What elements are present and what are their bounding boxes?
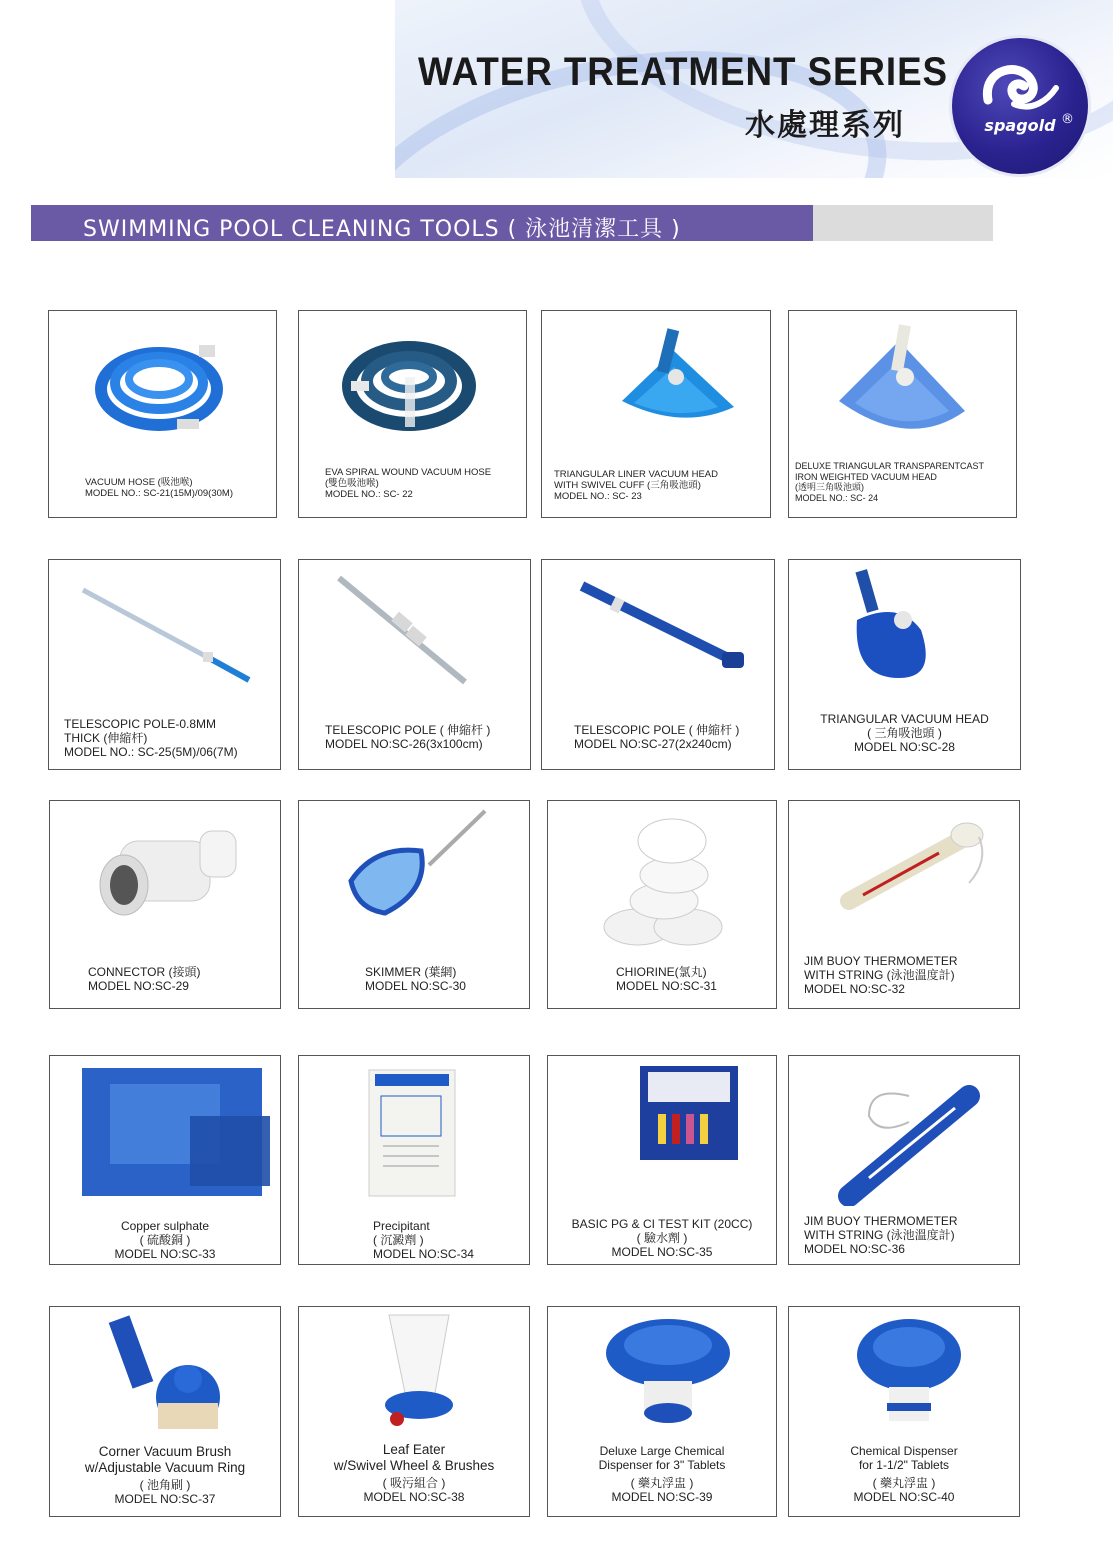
product-card-sc32[interactable]: [788, 800, 1020, 1009]
product-card-sc34[interactable]: [298, 1055, 530, 1265]
product-card-sc36[interactable]: [788, 1055, 1020, 1265]
product-name-zh: ( 藥丸浮盅 ): [872, 1476, 936, 1491]
chlorine-tablets-image: [548, 801, 778, 951]
product-name-zh: ( 三角吸池頭 ): [867, 726, 942, 741]
product-model: MODEL NO:SC-29: [88, 979, 189, 994]
spagold-logo: [952, 38, 1088, 174]
product-model: MODEL NO.: SC- 24: [795, 492, 879, 503]
triangular-vacuum-head-image: [789, 560, 1022, 710]
product-model: MODEL NO:SC-33: [114, 1247, 216, 1262]
eva-hose-image: [299, 311, 528, 461]
logo-wave-icon: [952, 38, 1088, 174]
product-name-zh: ( 吸污組合 ): [382, 1475, 446, 1490]
product-name: Leaf Eater: [382, 1442, 446, 1457]
page-subtitle: 水處理系列: [745, 108, 905, 143]
product-name-2: Dispenser for 3" Tablets: [598, 1458, 726, 1473]
product-name-2: for 1-1/2" Tablets: [858, 1458, 950, 1473]
product-name: Precipitant: [373, 1219, 430, 1233]
product-name-2: IRON WEIGHTED VACUUM HEAD: [795, 471, 937, 482]
product-name: BASIC PG & CI TEST KIT (20CC): [571, 1217, 753, 1231]
product-name-2: WITH SWIVEL CUFF (三角吸池頭): [554, 480, 701, 492]
product-card-sc26[interactable]: [298, 559, 531, 770]
product-name-2: w/Adjustable Vacuum Ring: [84, 1459, 246, 1475]
product-model: MODEL NO:SC-35: [611, 1245, 713, 1260]
product-name: TELESCOPIC POLE ( 伸縮杆 ): [574, 723, 740, 737]
chemical-dispenser-image: [789, 1307, 1021, 1457]
product-card-sc23[interactable]: [541, 310, 771, 518]
product-name: Chemical Dispenser: [850, 1444, 958, 1458]
product-card-sc27[interactable]: [541, 559, 775, 770]
product-name: Copper sulphate: [120, 1219, 210, 1233]
product-card-sc39[interactable]: [547, 1306, 777, 1517]
product-model: MODEL NO:SC-34: [373, 1247, 474, 1262]
logo-text: spagold: [984, 116, 1056, 135]
product-name-zh: ( 沉澱劑 ): [373, 1233, 424, 1248]
product-model: MODEL NO:SC-27(2x240cm): [574, 737, 732, 752]
product-card-sc30[interactable]: [298, 800, 530, 1009]
section-title: SWIMMING POOL CLEANING TOOLS ( 泳池清潔工具 ): [83, 217, 681, 242]
thermometer-image: [789, 1056, 1021, 1206]
telescopic-pole-image: [49, 560, 282, 710]
product-name-2: w/Swivel Wheel & Brushes: [333, 1457, 495, 1473]
product-card-sc28[interactable]: [788, 559, 1021, 770]
product-name: TRIANGULAR LINER VACUUM HEAD: [554, 469, 718, 480]
product-card-sc31[interactable]: [547, 800, 777, 1009]
corner-vacuum-brush-image: [50, 1307, 282, 1457]
product-model: MODEL NO:SC-37: [114, 1492, 216, 1506]
product-card-sc22[interactable]: [298, 310, 527, 518]
thermometer-image: [789, 801, 1021, 951]
product-name: SKIMMER (葉網): [365, 965, 457, 979]
product-name: TELESCOPIC POLE-0.8MM: [64, 717, 217, 731]
precipitant-bag-image: [299, 1056, 531, 1206]
product-name-zh: (雙色吸池喉): [325, 478, 379, 490]
product-card-sc35[interactable]: [547, 1055, 777, 1265]
triangular-vacuum-head-image: [542, 311, 772, 461]
product-model: MODEL NO:SC-28: [854, 740, 955, 755]
product-card-sc29[interactable]: [49, 800, 281, 1009]
product-card-sc25[interactable]: [48, 559, 281, 770]
page-title: WATER TREATMENT SERIES: [418, 50, 949, 94]
product-name-zh: (透明三角吸池頭): [795, 482, 864, 493]
logo-registered-mark: ®: [1061, 112, 1074, 127]
test-kit-image: [548, 1056, 778, 1206]
product-name: TELESCOPIC POLE ( 伸縮杆 ): [325, 723, 491, 737]
product-card-sc21[interactable]: [48, 310, 277, 518]
deluxe-vacuum-head-image: [789, 311, 1018, 461]
product-card-sc24[interactable]: [788, 310, 1017, 518]
product-name-2: WITH STRING (泳池溫度計): [804, 1228, 955, 1243]
product-card-sc40[interactable]: [788, 1306, 1020, 1517]
product-model: MODEL NO:SC-40: [853, 1490, 955, 1505]
product-model: MODEL NO.: SC- 23: [554, 491, 642, 503]
product-model: MODEL NO:SC-32: [804, 982, 905, 997]
product-name-2: THICK (伸縮杆): [64, 731, 148, 746]
product-name: CONNECTOR (接頭): [88, 965, 201, 979]
vacuum-hose-image: [49, 311, 278, 461]
product-name-zh: ( 藥丸浮盅 ): [630, 1476, 694, 1491]
product-name: Corner Vacuum Brush: [98, 1444, 232, 1459]
product-name-zh: ( 驗水劑 ): [636, 1231, 688, 1246]
product-name: JIM BUOY THERMOMETER: [804, 1214, 958, 1228]
product-card-sc37[interactable]: [49, 1306, 281, 1517]
product-name: Deluxe Large Chemical: [599, 1444, 725, 1458]
product-name-zh: ( 池角刷 ): [139, 1477, 191, 1492]
product-card-sc33[interactable]: [49, 1055, 281, 1265]
product-name: CHIORINE(氯丸): [616, 965, 707, 979]
telescopic-pole-image: [542, 560, 776, 710]
product-model: MODEL NO:SC-31: [616, 979, 717, 994]
product-name: VACUUM HOSE (吸池喉): [85, 477, 193, 488]
product-name: TRIANGULAR VACUUM HEAD: [820, 712, 989, 726]
product-name: DELUXE TRIANGULAR TRANSPARENTCAST: [795, 461, 985, 471]
product-model: MODEL NO:SC-39: [611, 1490, 713, 1505]
skimmer-image: [299, 801, 531, 951]
product-name-2: WITH STRING (泳池溫度計): [804, 968, 955, 983]
product-card-sc38[interactable]: [298, 1306, 530, 1517]
copper-sulphate-image: [50, 1056, 282, 1206]
product-model: MODEL NO.: SC-21(15M)/09(30M): [85, 488, 233, 500]
product-model: MODEL NO.: SC-25(5M)/06(7M): [64, 745, 238, 760]
product-name: JIM BUOY THERMOMETER: [804, 954, 958, 968]
section-header: [31, 205, 993, 241]
product-model: MODEL NO:SC-38: [363, 1490, 465, 1504]
chemical-dispenser-image: [548, 1307, 778, 1457]
product-model: MODEL NO:SC-30: [365, 979, 466, 994]
product-model: MODEL NO.: SC- 22: [325, 489, 413, 501]
leaf-eater-image: [299, 1307, 531, 1457]
connector-image: [50, 801, 282, 951]
product-name: EVA SPIRAL WOUND VACUUM HOSE: [325, 467, 492, 478]
product-model: MODEL NO:SC-26(3x100cm): [325, 737, 483, 752]
product-model: MODEL NO:SC-36: [804, 1242, 905, 1257]
telescopic-pole-image: [299, 560, 532, 710]
product-name-zh: ( 硫酸銅 ): [139, 1233, 191, 1248]
